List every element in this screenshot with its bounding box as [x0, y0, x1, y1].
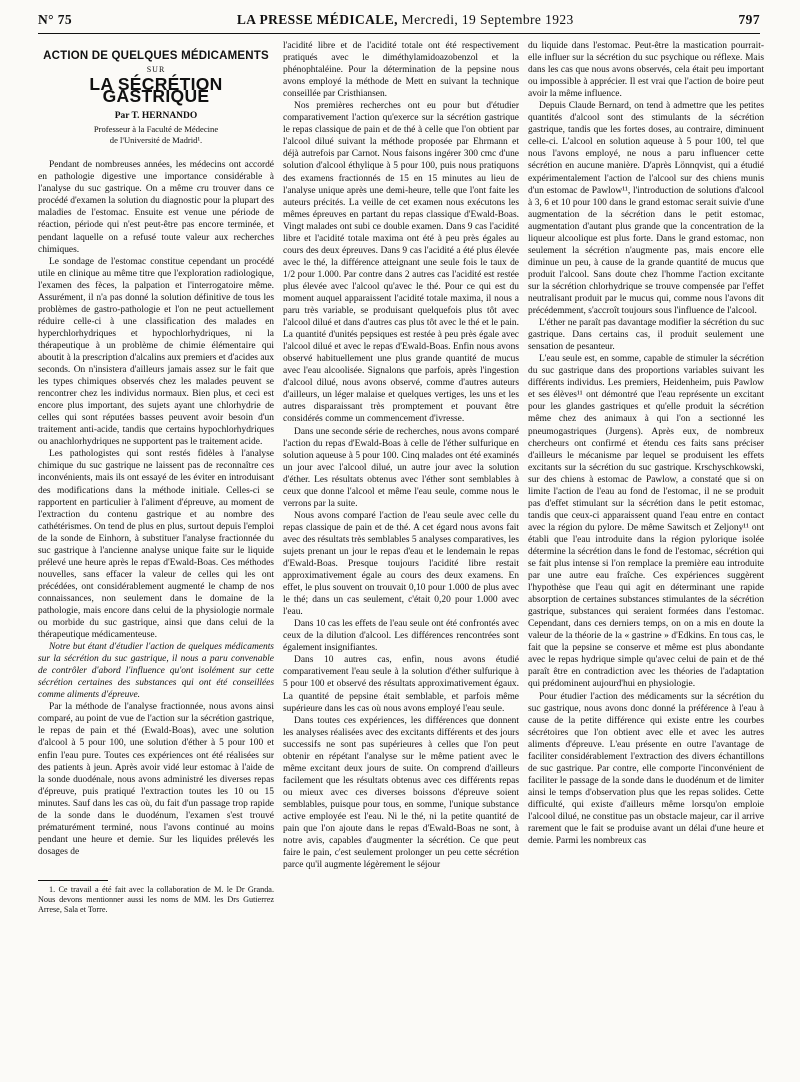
paragraph: Les pathologistes qui sont restés fidèles à l'analyse chimique du suc gastrique ne laissent pas de reconnaître ces inconvénients, mais ils ont essayé de les éviter en introduisant des modifications dans la méthode initiale. Celles-ci se rapportent en particulier à l'aliment d'épreuve, au moment de l'extraction du contenu gastrique et au nombre des cathétérismes. On tend de plus en plus, surtout depuis l'emploi de la sonde de Einhorn, à substituer l'analyse fractionnée du suc gastrique à l'ancienne analyse unique faite sur le liquide prélevé une heure après le repas d'Ewald-Boas. Ces méthodes nouvelles, sans effacer la valeur de celles qui les ont précédées, ont considérablement augmenté le champ de nos connaissances, non seulement dans le domaine de la pathologie, mais encore dans celui de la physiologie normale ou morbide du suc gastrique, ainsi que dans celui de la thérapeutique médicamenteuse. — [38, 449, 274, 641]
paragraph: l'acidité libre et de l'acidité totale ont été respectivement pratiqués avec le diméthylamidoazobenzol et la phénophtaléine. Pour la détermination de la pepsine nous avons employé la méthode de Mett en suivant la technique conseillée par Cristhiansen. — [283, 41, 519, 100]
paragraph-italic — [38, 641, 274, 701]
issue-number: N° 75 — [38, 12, 73, 27]
paragraph: Nos premières recherches ont eu pour but d'étudier comparativement l'action qu'exerce sur la sécrétion gastrique le repas classique de pain et de thé à celle que l'on obtient par l'alcool dilué suivant la méthode proposée par Ehrmann et déjà autrefois par Carnot. Nous faisons ingérer 300 cmc d'une solution d'alcool éthylique à 5 pour 100, puis nous pratiquons des examens fractionnés de 15 en 15 minutes au lieu de l'analyse unique après une demi-heure, telle que l'ont faite les auteurs précités. La veille de cet examen nous exécutons les mêmes épreuves en partant du repas classique d'Ewald-Boas. Vingt malades ont subi ce double examen. Dans 9 cas l'acidité libre et l'acidité totale maxima ont été à peu près égales au cours des deux épreuves. Dans 9 cas l'acidité a été plus élevée avec le thé, la différence atteignant une seule fois le taux de 1/2 pour 1.000. Par contre dans 2 autres cas l'acidité est restée plus élevée avec l'alcool qu'avec le thé. Pour ce qui est du moment auquel apparaissent l'acidité totale maxima, il nous a paru très variable, se produisant quelquefois plus tôt avec l'alcool dilué et dans d'autres cas plus tôt avec le thé et le pain. La quantité d'unités pepsiques est restée à peu près égale avec l'alcool dilué et avec le repas d'Ewald-Boas. Enfin nous avons observé habituellement une plus grande quantité de mucus avec l'eau alcoolisée. Signalons que parfois, après l'ingestion d'alcool dilué, nous avons observé, comme d'autres auteurs d'ailleurs, un léger malaise et quelques vertiges, les uns et les autres disparaissant très promptement et pouvant être considérés comme un commencement d'ivresse. — [283, 101, 519, 425]
paragraph: Pendant de nombreuses années, les médecins ont accordé en pathologie digestive une importance considérable à l'analyse du suc gastrique. On a même cru trouver dans ce procédé d'examen la solution du diagnostic pour la plupart des maladies de l'estomac. Ensuite est venue une période de réaction, période qui n'est peut-être pas encore terminée, et pendant laquelle on a refusé toute valeur aux recherches chimiques. — [38, 160, 274, 255]
paragraph: L'éther ne paraît pas davantage modifier la sécrétion du suc gastrique. Dans certains cas, il produit seulement une sensation de pesanteur. — [528, 318, 764, 353]
affiliation-line-2: de l'Université de Madrid¹. — [109, 134, 203, 145]
header-rule — [38, 33, 760, 34]
paragraph: Pour étudier l'action des médicaments sur la sécrétion du suc gastrique, nous avons donc donné la préférence à l'eau à cause de la petite différence qui existe entre les courbes sécrétoires que l'on obtient avec elle et avec les autres aliments d'épreuve. L'eau présente en outre l'avantage de faciliter considérablement l'extraction des divers échantillons de suc gastrique. Par contre, elle comporte l'inconvénient de faciliter le passage de la sonde dans le duodénum et de limiter ainsi le temps d'observation plus que les repas solides. Cette difficulté, qui existe d'ailleurs même lorsqu'on emploie l'alcool dilué, ne constitue pas un obstacle majeur, car il arrive rarement que le fait se produise avant un délai d'une heure et demie. Parmi les nombreux cas — [528, 691, 764, 847]
paragraph: Depuis Claude Bernard, on tend à admettre que les petites quantités d'alcool sont des stimulants de la sécrétion gastrique, tandis que les fortes doses, au contraire, diminuent celle-ci. L'alcool en solution aqueuse à 5 pour 100, tel que nous l'avons employé, ne nous a paru influencer cette sécrétion en aucune manière. D'après Lönnqvist, qui a étudié expérimentalement l'action de l'alcool sur des chiens munis d'un estomac de Pawlow¹¹, l'introduction de solutions d'alcool à 3, 6 et 10 pour 100 dans le grand estomac serait suivie d'une augmentation de la sécrétion dans le petit estomac, augmentation d'autant plus grande que la concentration de la liqueur alcoolique est plus forte. Dans le grand estomac, non seulement la sécrétion n'augmente pas, mais encore elle diminue un peu, à cause de la grande quantité de mucus que produit l'alcool. Sans doute chez l'homme l'action excitante sur la sécrétion chlorhydrique se trouve compensée par l'effet neutralisant produit par le mucus qui, comme nous l'avons dit précédemment, s'accroît toujours sous l'influence de l'alcool. — [528, 101, 764, 317]
journal-name: LA PRESSE MÉDICALE, — [236, 12, 398, 27]
issue-date: Mercredi, 19 Septembre 1923 — [401, 12, 574, 27]
author-affiliation — [38, 124, 274, 145]
column-3 — [528, 40, 764, 1076]
paragraph: Dans 10 cas les effets de l'eau seule ont été confrontés avec ceux de la dilution d'alcool. Les différences rencontrées sont également insignifiantes. — [283, 619, 519, 654]
footnote: 1. Ce travail a été fait avec la collaboration de M. le Dr Granda. Nous devons mentionner aussi les noms de MM. les Drs Gutierrez Arrese, Sala et Torre. — [38, 884, 274, 914]
column-1 — [38, 40, 274, 1076]
footnote-rule — [38, 880, 108, 881]
paragraph: Dans 10 autres cas, enfin, nous avons étudié comparativement l'eau seule à la solution d'éther sulfurique à 5 pour 100 et observé des résultats approximativement égaux. La quantité de pepsine était semblable, et parfois même supérieure dans les cas où nous avons employé l'eau seule. — [283, 655, 519, 714]
paragraph: Le sondage de l'estomac constitue cependant un procédé utile en clinique au même titre que l'exploration radiologique, l'examen des fèces, la palpation et l'interrogatoire même. Assurément, il n'a pas donné la solution définitive de tous les problèmes de gastro-pathologie et l'on ne peut actuellement réduire celle-ci à une classification des malades en hyperchlorhydriques et hypochlorhydriques, ni la thérapeutique à un problème de chimie élémentaire qui aboutit à la prescription d'alcalins aux premiers et d'acides aux seconds. On n'insistera d'ailleurs jamais assez sur le fait que les types chimiques observés chez les malades peuvent se rencontrer chez les individus normaux. Bien plus, et ceci est encore plus important, des sujets ayant une chlorhydrie de celles qui sont réputées basses peuvent avoir besoin d'un traitement anti-acide, tandis que certains hypochlorhydriques ou anachlorhydriques ne supportent pas le traitement acide. — [38, 256, 274, 448]
article-title-sur: SUR — [146, 65, 166, 75]
paragraph: Dans une seconde série de recherches, nous avons comparé l'action du repas d'Ewald-Boas à celle de l'éther sulfurique en solution aqueuse à 5 pour 100. Cinq malades ont été examinés un jour avec l'alcool dilué, un autre jour avec la solution d'éther. Les résultats obtenus avec l'éther sont semblables à ceux que donne l'alcool et même l'eau seule, comme nous le verrons par la suite. — [283, 426, 519, 509]
article-author: Par T. HERNANDO — [114, 111, 198, 122]
paragraph: Dans toutes ces expériences, les différences que donnent les analyses réalisées avec des excitants différents et des jours successifs ne sont pas supérieures à celles que l'on peut obtenir en répétant l'analyse sur le même patient avec le même excitant deux jours de suite. On comprend d'ailleurs facilement que les résultats obtenus avec ces différents repas ou mieux avec ces diverses boissons d'épreuve soient semblables, puisque pour tous, en somme, l'unique substance active employée est l'eau. Ni le thé, ni la petite quantité de pain que l'on ajoute dans le repas d'Ewald-Boas ne sont, à notre avis, capables d'augmenter la sécrétion. Ce que peut faire le pain, c'est seulement prolonger un peu cette sécrétion parce qu'il augmente légèrement le séjour — [283, 715, 519, 871]
italic-text: Notre but étant d'étudier l'action de quelques médicaments sur la sécrétion du suc gastrique, il nous a paru convenable de contrôler d'abord l'influence qu'ont isolément sur cette sécrétion certaines des substances qui ont été conseillées comme aliments d'épreuve. — [38, 642, 274, 701]
paragraph: L'eau seule est, en somme, capable de stimuler la sécrétion du suc gastrique dans des proportions variables suivant les différents individus. Les premiers, Heidenheim, puis Pawlow et ses élèves¹¹ ont démontré que l'eau représente un excitant pour les glandes gastriques et qu'elle produit la sécrétion même chez des animaux à qui l'on a sectionné les pneumogastriques (Jurgens). Après eux, de nombreux chercheurs ont confirmé et étendu ces faits sans préciser d'ailleurs le mécanisme par lequel se produisent les effets excitants sur la sécrétion du suc gastrique. Krschyschkowski, sur des chiens à estomac de Pawlow, a constaté que si on limite l'action de l'eau au fond de l'estomac, il ne se produit pas d'effet stimulant sur la sécrétion dans le petit estomac, tandis que ceux-ci apparaissent quand l'eau entre en contact avec la région du pylore. De même Sawitsch et Zeljony¹¹ ont établi que l'eau introduite dans la région pylorique isolée détermine la sécrétion dans le fond de l'estomac, sécrétion qui se fait plus intense si l'on remplace la première eau introduite par une autre eau fraîche. Ces expériences suggèrent l'hypothèse que l'eau qui agit en déterminant une rapide absorption de certaines substances stimulantes de la sécrétion gastrique, substances qui seraient formées dans l'estomac. Cependant, dans ces derniers temps, on on a mis en doute la valeur de la théorie de la « gastrine » d'Edkins. En tous cas, le fait que la pepsine se conserve et même est plus abondante avec le repas hydrique simple qu'avec celui de pain et de thé paraît être en contradiction avec les théories de l'adaptation qui prédominent aujourd'hui en physiologie. — [528, 354, 764, 690]
affiliation-line-1: Professeur à la Faculté de Médecine — [93, 124, 219, 135]
paragraph: Par la méthode de l'analyse fractionnée, nous avons ainsi comparé, au point de vue de l'action sur la sécrétion gastrique, le repas de pain et thé (Ewald-Boas), avec une solution d'alcool à 5 pour 100, une solution d'éther à 5 pour 100 et enfin l'eau pure. Toutes ces expériences ont été réalisées sur des patients à jeun. Après avoir vidé leur estomac à l'aide de la sonde duodénale, nous avons administré les diverses repas d'épreuve, puis pratiqué l'extraction toutes les 10 ou 15 minutes. Sauf dans les cas où, du fait d'un passage trop rapide de la sonde dans le duodénum, l'examen s'est trouvé prématurément terminé, nous l'avons continué au moins pendant une heure et demie. Sur les liquides prélevés les dosages de — [38, 702, 274, 857]
paragraph: du liquide dans l'estomac. Peut-être la mastication pourrait-elle influer sur la sécrétion du suc psychique ou réflexe. Mais dans les cas que nous avons observés, cela était peu important ou impossible à apprécier. Il est vrai que l'action de boire peut avoir la même influence. — [528, 41, 764, 100]
running-header — [38, 12, 760, 32]
article-title-line1: ACTION DE QUELQUES MÉDICAMENTS — [43, 50, 269, 62]
journal-masthead — [237, 12, 574, 28]
page-number: 797 — [738, 12, 760, 27]
article-title-main: LA SÉCRÉTION GASTRIQUE — [89, 74, 223, 107]
paragraph: Nous avons comparé l'action de l'eau seule avec celle du repas classique de pain et de thé. A cet égard nous avons fait avec des résultats très semblables 5 analyses comparatives, les sujets prenant un jour le repas d'eau et le lendemain le repas d'Ewald-Boas. Presque toujours l'acidité libre restait approximativement égale au cours des deux examens. En effet, le plus souvent on trouvait 0,10 pour 1.000 de plus avec le thé; dans un cas seulement, c'était 0,20 pour 1.000 avec l'eau. — [283, 510, 519, 618]
column-2 — [283, 40, 519, 1076]
